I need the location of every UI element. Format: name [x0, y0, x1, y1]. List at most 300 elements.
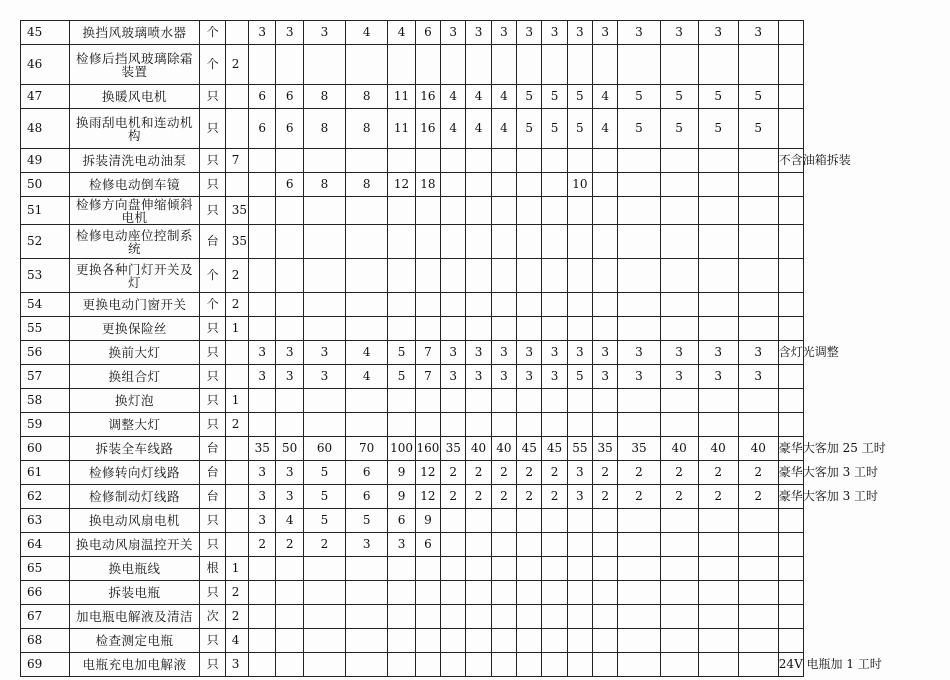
hours-cell: [517, 389, 542, 413]
item-name-cell: 加电瓶电解液及清洁: [69, 605, 200, 629]
hours-cell: [567, 197, 592, 225]
table-row: [21, 225, 931, 259]
hours-cell: [618, 317, 660, 341]
hours-cell: 2: [441, 461, 466, 485]
unit-cell: 只: [200, 413, 225, 437]
base-hours-cell: 2: [225, 581, 248, 605]
hours-cell: [542, 45, 567, 85]
hours-cell: [738, 509, 778, 533]
unit-cell: 只: [200, 581, 225, 605]
hours-cell: [593, 509, 618, 533]
hours-cell: [660, 581, 698, 605]
hours-cell: 6: [276, 173, 303, 197]
hours-cell: [618, 557, 660, 581]
hours-cell: [415, 259, 440, 293]
hours-cell: 3: [248, 365, 275, 389]
hours-cell: 3: [660, 341, 698, 365]
hours-cell: 3: [491, 341, 516, 365]
hours-cell: [491, 259, 516, 293]
row-number-cell: 54: [21, 293, 70, 317]
hours-cell: [698, 389, 738, 413]
item-name-cell: 换电瓶线: [69, 557, 200, 581]
hours-cell: [346, 413, 388, 437]
hours-cell: [303, 149, 345, 173]
hours-cell: [698, 293, 738, 317]
item-name-cell: 检修方向盘伸缩倾斜电机: [69, 197, 200, 225]
hours-cell: [517, 413, 542, 437]
hours-cell: [567, 149, 592, 173]
hours-cell: 60: [303, 437, 345, 461]
hours-cell: [276, 557, 303, 581]
row-number-cell: 49: [21, 149, 70, 173]
table-row: [21, 197, 931, 225]
hours-cell: [660, 149, 698, 173]
hours-cell: [517, 293, 542, 317]
hours-cell: 3: [517, 21, 542, 45]
note-cell: [778, 389, 803, 413]
hours-cell: [388, 389, 415, 413]
hours-cell: 5: [567, 109, 592, 149]
hours-cell: 3: [593, 341, 618, 365]
hours-cell: [388, 149, 415, 173]
hours-cell: 16: [415, 85, 440, 109]
hours-cell: [303, 581, 345, 605]
hours-cell: [567, 533, 592, 557]
hours-cell: [698, 45, 738, 85]
hours-cell: 2: [698, 485, 738, 509]
unit-cell: 根: [200, 557, 225, 581]
hours-cell: [415, 413, 440, 437]
base-hours-cell: [225, 437, 248, 461]
hours-cell: 6: [276, 85, 303, 109]
hours-cell: 160: [415, 437, 440, 461]
hours-cell: [441, 317, 466, 341]
unit-cell: 只: [200, 389, 225, 413]
hours-cell: [388, 557, 415, 581]
hours-cell: 6: [415, 533, 440, 557]
hours-cell: [491, 197, 516, 225]
row-number-cell: 50: [21, 173, 70, 197]
hours-cell: 3: [517, 341, 542, 365]
hours-cell: 40: [660, 437, 698, 461]
hours-cell: 12: [388, 173, 415, 197]
hours-cell: [517, 149, 542, 173]
hours-cell: [542, 293, 567, 317]
base-hours-cell: [225, 509, 248, 533]
hours-cell: [388, 317, 415, 341]
hours-cell: [567, 259, 592, 293]
unit-cell: 只: [200, 317, 225, 341]
hours-cell: [567, 629, 592, 653]
hours-cell: [415, 581, 440, 605]
table-row: [21, 485, 931, 509]
hours-cell: 2: [491, 485, 516, 509]
hours-cell: [248, 45, 275, 85]
hours-cell: [248, 197, 275, 225]
hours-cell: [738, 259, 778, 293]
item-name-cell: 换雨刮电机和连动机构: [69, 109, 200, 149]
hours-cell: [441, 173, 466, 197]
hours-cell: [248, 259, 275, 293]
hours-cell: [276, 317, 303, 341]
hours-cell: [346, 557, 388, 581]
hours-cell: 3: [248, 509, 275, 533]
hours-cell: 5: [388, 365, 415, 389]
hours-cell: [567, 509, 592, 533]
hours-cell: 3: [346, 533, 388, 557]
note-cell: [778, 629, 803, 653]
hours-cell: [346, 293, 388, 317]
hours-cell: [593, 557, 618, 581]
hours-cell: [698, 629, 738, 653]
hours-cell: [466, 173, 491, 197]
hours-cell: [276, 605, 303, 629]
table-row: [21, 173, 931, 197]
item-name-cell: 换挡风玻璃喷水器: [69, 21, 200, 45]
hours-cell: 3: [567, 485, 592, 509]
hours-cell: 3: [738, 21, 778, 45]
hours-cell: 3: [618, 365, 660, 389]
hours-cell: [441, 45, 466, 85]
hours-cell: [542, 225, 567, 259]
hours-cell: [660, 389, 698, 413]
hours-cell: 2: [517, 461, 542, 485]
hours-cell: [517, 605, 542, 629]
hours-cell: [738, 605, 778, 629]
hours-cell: 3: [303, 21, 345, 45]
hours-cell: [618, 225, 660, 259]
hours-cell: [660, 173, 698, 197]
table-row: [21, 21, 931, 45]
item-name-cell: 换组合灯: [69, 365, 200, 389]
item-name-cell: 检修电动倒车镜: [69, 173, 200, 197]
hours-cell: 4: [346, 365, 388, 389]
row-number-cell: 48: [21, 109, 70, 149]
hours-cell: 3: [248, 341, 275, 365]
table-row: [21, 605, 931, 629]
table-row: [21, 341, 931, 365]
hours-cell: [466, 317, 491, 341]
hours-cell: 8: [303, 173, 345, 197]
hours-cell: [388, 293, 415, 317]
note-cell: [778, 225, 803, 259]
hours-cell: [660, 197, 698, 225]
hours-cell: 3: [660, 21, 698, 45]
hours-cell: [466, 533, 491, 557]
hours-cell: [441, 225, 466, 259]
hours-cell: 3: [276, 21, 303, 45]
item-name-cell: 检修后挡风玻璃除霜装置: [69, 45, 200, 85]
hours-cell: [593, 149, 618, 173]
hours-cell: [303, 413, 345, 437]
base-hours-cell: [225, 341, 248, 365]
hours-cell: [542, 413, 567, 437]
hours-cell: [567, 557, 592, 581]
note-cell: [778, 85, 803, 109]
hours-cell: [248, 149, 275, 173]
item-name-cell: 检修制动灯线路: [69, 485, 200, 509]
hours-cell: 3: [491, 365, 516, 389]
hours-cell: [593, 605, 618, 629]
item-name-cell: 换前大灯: [69, 341, 200, 365]
hours-cell: 8: [346, 173, 388, 197]
hours-cell: 9: [388, 461, 415, 485]
note-cell: [778, 509, 803, 533]
hours-cell: [618, 259, 660, 293]
hours-cell: [698, 581, 738, 605]
table-row: [21, 317, 931, 341]
table-body: [21, 21, 931, 677]
hours-cell: 4: [466, 85, 491, 109]
hours-cell: 6: [248, 85, 275, 109]
hours-cell: [415, 557, 440, 581]
hours-cell: 3: [303, 341, 345, 365]
hours-cell: [388, 259, 415, 293]
hours-cell: [491, 317, 516, 341]
hours-cell: 5: [303, 461, 345, 485]
hours-cell: [415, 317, 440, 341]
unit-cell: 只: [200, 197, 225, 225]
hours-cell: [466, 197, 491, 225]
hours-cell: 2: [738, 461, 778, 485]
hours-cell: 5: [542, 109, 567, 149]
hours-cell: 16: [415, 109, 440, 149]
hours-cell: [346, 629, 388, 653]
item-name-cell: 换暖风电机: [69, 85, 200, 109]
hours-cell: 3: [441, 341, 466, 365]
hours-cell: 3: [542, 341, 567, 365]
hours-cell: [303, 605, 345, 629]
hours-cell: [303, 45, 345, 85]
table-row: [21, 293, 931, 317]
hours-cell: 5: [303, 485, 345, 509]
row-number-cell: 53: [21, 259, 70, 293]
base-hours-cell: 3: [225, 653, 248, 677]
hours-cell: 4: [388, 21, 415, 45]
hours-cell: 4: [276, 509, 303, 533]
table-row: [21, 461, 931, 485]
hours-cell: 3: [441, 365, 466, 389]
hours-cell: [698, 317, 738, 341]
base-hours-cell: [225, 533, 248, 557]
hours-cell: [466, 605, 491, 629]
hours-cell: [415, 293, 440, 317]
unit-cell: 只: [200, 341, 225, 365]
note-cell: [778, 45, 803, 85]
hours-cell: [303, 629, 345, 653]
hours-cell: [248, 173, 275, 197]
hours-cell: [346, 197, 388, 225]
hours-cell: [542, 259, 567, 293]
hours-cell: [698, 149, 738, 173]
hours-cell: [276, 225, 303, 259]
hours-cell: [491, 173, 516, 197]
hours-cell: [303, 293, 345, 317]
hours-cell: 5: [567, 365, 592, 389]
base-hours-cell: [225, 461, 248, 485]
hours-cell: 3: [491, 21, 516, 45]
hours-cell: 2: [698, 461, 738, 485]
hours-cell: [660, 509, 698, 533]
hours-cell: [276, 197, 303, 225]
note-cell: 豪华大客加 3 工时: [778, 461, 803, 485]
hours-cell: 35: [441, 437, 466, 461]
hours-cell: [660, 557, 698, 581]
hours-cell: 3: [698, 341, 738, 365]
hours-cell: 12: [415, 461, 440, 485]
item-name-cell: 调整大灯: [69, 413, 200, 437]
hours-cell: [567, 317, 592, 341]
hours-cell: [248, 389, 275, 413]
hours-cell: [276, 653, 303, 677]
hours-cell: [618, 173, 660, 197]
hours-cell: [517, 581, 542, 605]
hours-cell: [618, 293, 660, 317]
hours-cell: [248, 225, 275, 259]
note-cell: [778, 109, 803, 149]
hours-cell: [491, 509, 516, 533]
hours-cell: 5: [698, 109, 738, 149]
hours-cell: 5: [698, 85, 738, 109]
hours-cell: 4: [491, 85, 516, 109]
hours-cell: [738, 225, 778, 259]
hours-cell: 6: [346, 461, 388, 485]
unit-cell: 只: [200, 149, 225, 173]
hours-cell: 2: [466, 461, 491, 485]
hours-cell: [441, 149, 466, 173]
hours-cell: [567, 45, 592, 85]
hours-cell: [248, 413, 275, 437]
hours-cell: [567, 581, 592, 605]
hours-cell: [517, 45, 542, 85]
hours-cell: 5: [567, 85, 592, 109]
hours-cell: 2: [660, 461, 698, 485]
hours-cell: [738, 389, 778, 413]
hours-cell: [441, 413, 466, 437]
hours-cell: [593, 581, 618, 605]
hours-cell: 3: [567, 461, 592, 485]
hours-cell: [441, 581, 466, 605]
hours-cell: 8: [303, 109, 345, 149]
hours-cell: [660, 629, 698, 653]
table-row: [21, 85, 931, 109]
table-row: [21, 259, 931, 293]
hours-cell: [388, 629, 415, 653]
note-cell: 不含油箱拆装: [778, 149, 803, 173]
hours-cell: 40: [738, 437, 778, 461]
hours-cell: [441, 509, 466, 533]
hours-cell: [618, 45, 660, 85]
base-hours-cell: [225, 173, 248, 197]
hours-cell: 5: [618, 109, 660, 149]
hours-cell: 4: [466, 109, 491, 149]
hours-cell: [346, 225, 388, 259]
hours-cell: [542, 197, 567, 225]
hours-cell: [593, 317, 618, 341]
unit-cell: 台: [200, 461, 225, 485]
unit-cell: 台: [200, 485, 225, 509]
hours-cell: 70: [346, 437, 388, 461]
hours-cell: [248, 605, 275, 629]
hours-cell: [276, 413, 303, 437]
hours-cell: [491, 45, 516, 85]
hours-cell: [303, 317, 345, 341]
hours-cell: 2: [618, 485, 660, 509]
hours-cell: 3: [248, 21, 275, 45]
hours-cell: 2: [618, 461, 660, 485]
hours-cell: 3: [248, 485, 275, 509]
unit-cell: 只: [200, 109, 225, 149]
base-hours-cell: [225, 109, 248, 149]
note-cell: [778, 173, 803, 197]
hours-cell: 4: [441, 85, 466, 109]
table-row: [21, 149, 931, 173]
hours-cell: [618, 533, 660, 557]
hours-cell: [593, 389, 618, 413]
row-number-cell: 67: [21, 605, 70, 629]
hours-cell: [441, 629, 466, 653]
item-name-cell: 检查测定电瓶: [69, 629, 200, 653]
hours-cell: 3: [276, 341, 303, 365]
item-name-cell: 更换电动门窗开关: [69, 293, 200, 317]
hours-cell: 3: [593, 21, 618, 45]
base-hours-cell: 1: [225, 317, 248, 341]
note-cell: [778, 581, 803, 605]
table-row: [21, 45, 931, 85]
item-name-cell: 拆装全车线路: [69, 437, 200, 461]
hours-cell: 2: [542, 461, 567, 485]
hours-cell: [248, 581, 275, 605]
hours-cell: [593, 259, 618, 293]
hours-cell: [593, 653, 618, 677]
hours-cell: [517, 225, 542, 259]
hours-cell: [491, 149, 516, 173]
hours-cell: 2: [517, 485, 542, 509]
hours-cell: [593, 197, 618, 225]
table-row: [21, 389, 931, 413]
hours-cell: 7: [415, 365, 440, 389]
hours-cell: [542, 581, 567, 605]
hours-cell: [441, 653, 466, 677]
row-number-cell: 58: [21, 389, 70, 413]
hours-cell: [388, 45, 415, 85]
hours-cell: 3: [303, 365, 345, 389]
row-number-cell: 69: [21, 653, 70, 677]
hours-cell: 4: [593, 85, 618, 109]
hours-cell: [660, 533, 698, 557]
hours-cell: [618, 389, 660, 413]
hours-cell: [276, 259, 303, 293]
hours-cell: [466, 557, 491, 581]
hours-cell: [248, 293, 275, 317]
hours-cell: [593, 413, 618, 437]
hours-cell: [698, 533, 738, 557]
hours-cell: [248, 629, 275, 653]
table-row: [21, 365, 931, 389]
row-number-cell: 63: [21, 509, 70, 533]
hours-cell: [618, 629, 660, 653]
hours-cell: 3: [466, 341, 491, 365]
hours-cell: 11: [388, 85, 415, 109]
note-cell: [778, 317, 803, 341]
note-cell: [778, 197, 803, 225]
row-number-cell: 57: [21, 365, 70, 389]
base-hours-cell: 4: [225, 629, 248, 653]
hours-cell: [660, 605, 698, 629]
note-cell: 含灯光调整: [778, 341, 803, 365]
hours-cell: [542, 653, 567, 677]
hours-cell: 4: [346, 21, 388, 45]
